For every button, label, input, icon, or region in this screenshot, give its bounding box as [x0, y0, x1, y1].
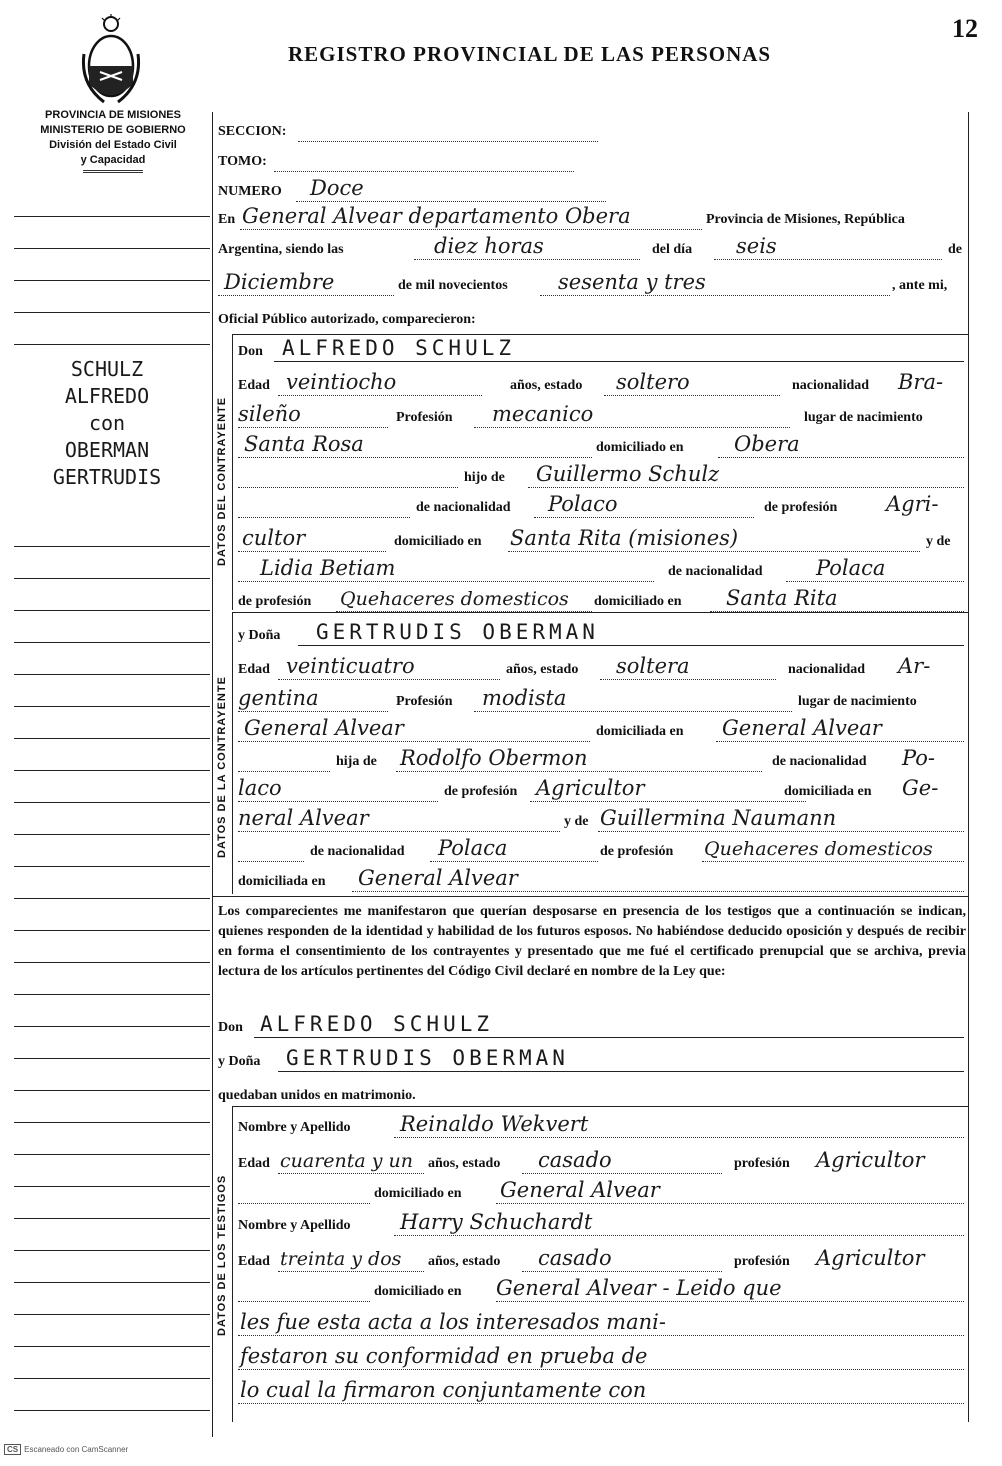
- contrayente-madre-row: [238, 554, 966, 582]
- testigo1-edad-label: Edad: [238, 1156, 270, 1171]
- madre-nac-label: de nacionalidad: [668, 564, 763, 579]
- declaracion-dona: GERTRUDIS OBERMAN: [286, 1046, 569, 1070]
- en-label: En: [218, 212, 236, 227]
- contrayenta-madre-dom: General Alvear: [358, 866, 518, 890]
- testigo1-profesion-label: profesión: [734, 1156, 790, 1171]
- tomo-label: TOMO:: [218, 154, 267, 169]
- argentina-coat-of-arms-icon: [80, 14, 142, 106]
- testigo2-profesion-label: profesión: [734, 1254, 790, 1269]
- testigos-box-left: [232, 1106, 233, 1422]
- contrayenta-padre-prof-row: [238, 774, 966, 802]
- contrayenta-padre-nac-a: Po-: [902, 746, 936, 770]
- contrayenta-domicilio: General Alvear: [722, 716, 882, 740]
- contrayenta-padre-row: [238, 744, 966, 772]
- contrayente-padre-nac: Polaco: [548, 492, 618, 516]
- testigo2-edad-label: Edad: [238, 1254, 270, 1269]
- camscanner-icon: CS: [4, 1444, 21, 1455]
- lugar-value: General Alvear departamento Obera: [242, 204, 631, 228]
- contrayenta-padre-nac-b: laco: [238, 776, 282, 800]
- contrayenta-y-de-label: y de: [564, 814, 589, 829]
- declaracion-don-row: [218, 1010, 966, 1038]
- de-nacionalidad-label: de nacionalidad: [416, 500, 511, 515]
- hija-label: hija de: [336, 754, 377, 769]
- hora-value: diez horas: [434, 234, 544, 258]
- testigo1-dom-row: [238, 1176, 966, 1204]
- contrayente-profesion-row: [238, 400, 966, 428]
- domiciliada-label: domiciliada en: [596, 724, 684, 739]
- declaracion-don: ALFREDO SCHULZ: [260, 1012, 494, 1036]
- contrayente-lugar-row: [238, 430, 966, 458]
- document-title: REGISTRO PROVINCIAL DE LAS PERSONAS: [288, 42, 772, 66]
- unidos-text: quedaban unidos en matrimonio.: [218, 1088, 416, 1103]
- contrayente-estado: soltero: [616, 370, 690, 394]
- contrayenta-padre-dom-b: neral Alvear: [238, 806, 369, 830]
- contrayente-madre-nac: Polaca: [816, 556, 886, 580]
- ante-label: , ante mi,: [892, 278, 948, 293]
- testigo1-estado: casado: [538, 1148, 612, 1172]
- testigo1-edad: cuarenta y un: [280, 1150, 414, 1172]
- contrayenta-nac-label: nacionalidad: [788, 662, 866, 677]
- contrayente-don-row: [238, 334, 966, 362]
- main-frame-left: [212, 112, 213, 1437]
- margin-line: GERTRUDIS: [52, 465, 162, 489]
- contrayenta-lugar-nac: General Alvear: [244, 716, 404, 740]
- contrayenta-domiciliada-en-label: domiciliada en: [784, 784, 872, 799]
- contrayente-padre-prof-b: cultor: [242, 526, 306, 550]
- contrayente-box-left: [232, 334, 233, 610]
- contrayenta-madre: Guillermina Naumann: [600, 806, 837, 830]
- testigos-side-label: DATOS DE LOS TESTIGOS: [216, 1174, 228, 1336]
- testigo1-domicilio: General Alvear: [500, 1178, 660, 1202]
- declaracion-don-label: Don: [218, 1020, 243, 1035]
- contrayente-padre-row: [238, 460, 966, 488]
- contrayenta-madre-dom-row: [238, 864, 966, 892]
- contrayenta-side-label: DATOS DE LA CONTRAYENTE: [216, 676, 228, 858]
- contrayenta-estado: soltera: [616, 654, 690, 678]
- issuer-line: PROVINCIA DE MISIONES: [45, 109, 181, 121]
- contrayente-padre-dom: Santa Rita (misiones): [510, 526, 739, 550]
- lugar-nacimiento-label: lugar de nacimiento: [804, 410, 923, 425]
- dona-label: y Doña: [238, 628, 281, 643]
- contrayenta-madre-nac-row: [238, 834, 966, 862]
- contrayente-edad: veintiocho: [286, 370, 397, 394]
- testigo2-estado-label: años, estado: [428, 1254, 501, 1269]
- unidos-row: [218, 1078, 966, 1106]
- testigo1-nombre-row: [238, 1110, 966, 1138]
- testigo2-domicilio: General Alvear - Leido que: [496, 1276, 782, 1300]
- domiciliado-label: domiciliado en: [596, 440, 684, 455]
- testigo2-edad-row: [238, 1244, 966, 1272]
- contrayenta-dona-row: [238, 618, 966, 646]
- domiciliado-en-label: domiciliado en: [394, 534, 482, 549]
- contrayente-domicilio: Obera: [734, 432, 800, 456]
- seccion-row: [218, 114, 968, 142]
- contrayenta-lugar-nac-label: lugar de nacimiento: [798, 694, 917, 709]
- issuer-underline: [83, 170, 143, 173]
- testigo2-edad: treinta y dos: [280, 1248, 402, 1270]
- cierre-row-1: [238, 1308, 966, 1336]
- del-dia-label: del día: [652, 242, 693, 257]
- seccion-label: SECCION:: [218, 124, 287, 139]
- contrayenta-madre-dom-label: domiciliada en: [238, 874, 326, 889]
- contrayenta-nacionalidad-a: Ar-: [898, 654, 931, 678]
- testigos-box-top: [232, 1106, 968, 1107]
- testigo2-nombre: Harry Schuchardt: [400, 1210, 593, 1234]
- contrayenta-padre: Rodolfo Obermon: [400, 746, 588, 770]
- contrayenta-profesion-label: Profesión: [396, 694, 453, 709]
- declaracion-dona-label: y Doña: [218, 1054, 261, 1069]
- page-number: 12: [952, 14, 978, 43]
- don-label: Don: [238, 344, 263, 359]
- declaracion-dona-row: [218, 1044, 966, 1072]
- madre-dom-label: domiciliado en: [594, 594, 682, 609]
- margin-line: ALFREDO: [64, 384, 150, 408]
- contrayente-madre-dom: Santa Rita: [726, 586, 838, 610]
- nacionalidad-label: nacionalidad: [792, 378, 870, 393]
- main-frame-right: [968, 112, 969, 1422]
- mil-label: de mil novecientos: [398, 278, 508, 293]
- contrayenta-madre-nac: Polaca: [438, 836, 508, 860]
- scanner-watermark: [4, 1444, 128, 1455]
- oficial-row: [218, 302, 968, 330]
- contrayenta-box-top: [232, 612, 968, 613]
- margin-line: con: [88, 411, 126, 435]
- estado-label: años, estado: [510, 378, 583, 393]
- testigo1-nombre: Reinaldo Wekvert: [400, 1112, 589, 1136]
- declaracion-text: Los comparecientes me manifestaron que querían desposarse en presencia de los testigos que a continuación se indican, quienes responden de la identidad y habilidad de los futuros esposos. No habiéndose deducido oposición y después de recibir en forma el consentimiento de los contrayentes y presentado que me fué el certificado prenupcial que se archiva, previa lectura de los artículos pertinentes del Código Civil declaré en nombre de la Ley que:: [218, 904, 966, 979]
- contrayenta-de-nac-label: de nacionalidad: [772, 754, 867, 769]
- contrayente-padre-prof-a: Agri-: [886, 492, 939, 516]
- contrayente-madre-prof: Quehaceres domesticos: [340, 588, 569, 610]
- contrayenta-profesion-row: [238, 684, 966, 712]
- contrayenta-edad: veinticuatro: [286, 654, 415, 678]
- de-profesion-label: de profesión: [764, 500, 838, 515]
- contrayenta-estado-label: años, estado: [506, 662, 579, 677]
- testigo1-dom-label: domiciliado en: [374, 1186, 462, 1201]
- edad-label: Edad: [238, 378, 270, 393]
- contrayente-padre: Guillermo Schulz: [536, 462, 720, 486]
- profesion-label: Profesión: [396, 410, 453, 425]
- testigo1-edad-row: [238, 1146, 966, 1174]
- margin-line: OBERMAN: [64, 438, 150, 462]
- contrayente-profesion: mecanico: [492, 402, 594, 426]
- contrayenta-nombre: GERTRUDIS OBERMAN: [316, 620, 599, 644]
- contrayente-padre-nac-row: [238, 490, 966, 518]
- numero-label: NUMERO: [218, 184, 282, 199]
- cierre-line-1: les fue esta acta a los interesados mani-: [240, 1310, 666, 1334]
- contrayenta-padre-prof: Agricultor: [536, 776, 645, 800]
- margin-line: SCHULZ: [70, 357, 144, 381]
- contrayente-padre-dom-row: [238, 524, 966, 552]
- issuer-line: MINISTERIO DE GOBIERNO: [40, 124, 186, 136]
- contrayenta-nacionalidad-b: gentina: [238, 686, 319, 710]
- tomo-row: [218, 144, 968, 172]
- contrayente-nacionalidad-b: sileño: [238, 402, 301, 426]
- cierre-line-2: festaron su conformidad en prueba de: [240, 1344, 648, 1368]
- contrayente-madre-prof-row: [238, 584, 966, 612]
- anio-value: sesenta y tres: [558, 270, 706, 294]
- contrayenta-madre-nac-label: de nacionalidad: [310, 844, 405, 859]
- cierre-row-2: [238, 1342, 966, 1370]
- testigo2-dom-row: [238, 1274, 966, 1302]
- de-label: de: [948, 242, 962, 257]
- contrayente-madre: Lidia Betiam: [260, 556, 396, 580]
- provincia-label: Provincia de Misiones, República: [706, 212, 905, 227]
- hijo-label: hijo de: [464, 470, 505, 485]
- contrayenta-box-left: [232, 612, 233, 894]
- contrayenta-profesion: modista: [482, 686, 567, 710]
- testigo1-estado-label: años, estado: [428, 1156, 501, 1171]
- fecha-row: [218, 268, 968, 296]
- numero-row: [218, 174, 968, 202]
- issuer-block: [18, 108, 208, 173]
- contrayente-nombre: ALFREDO SCHULZ: [282, 336, 516, 360]
- lugar-row: [218, 202, 968, 230]
- cierre-line-3: lo cual la firmaron conjuntamente con: [240, 1378, 647, 1402]
- testigo2-estado: casado: [538, 1246, 612, 1270]
- contrayenta-de-prof2-label: de profesión: [600, 844, 674, 859]
- argentina-label: Argentina, siendo las: [218, 242, 344, 257]
- mes-value: Diciembre: [224, 270, 335, 294]
- y-de-label: y de: [926, 534, 951, 549]
- testigo2-nombre-label: Nombre y Apellido: [238, 1218, 351, 1233]
- testigo1-nombre-label: Nombre y Apellido: [238, 1120, 351, 1135]
- contrayente-lugar-nac: Santa Rosa: [244, 432, 364, 456]
- contrayenta-madre-prof: Quehaceres domesticos: [704, 838, 933, 860]
- testigo2-nombre-row: [238, 1208, 966, 1236]
- contrayenta-padre-dom-a: Ge-: [902, 776, 939, 800]
- contrayenta-de-prof-label: de profesión: [444, 784, 518, 799]
- margin-annotation: [12, 356, 202, 491]
- contrayenta-edad-label: Edad: [238, 662, 270, 677]
- hora-row: [218, 232, 968, 260]
- dia-value: seis: [736, 234, 777, 258]
- numero-value: Doce: [310, 176, 364, 200]
- issuer-line: División del Estado Civil: [49, 139, 177, 151]
- contrayente-edad-row: [238, 368, 966, 396]
- contrayente-side-label: DATOS DEL CONTRAYENTE: [216, 396, 228, 566]
- testigo2-profesion: Agricultor: [816, 1246, 925, 1270]
- testigo2-dom-label: domiciliado en: [374, 1284, 462, 1299]
- madre-prof-label: de profesión: [238, 594, 312, 609]
- contrayenta-lugar-row: [238, 714, 966, 742]
- issuer-line: y Capacidad: [80, 154, 146, 166]
- contrayenta-padre-dom-row: [238, 804, 966, 832]
- scanner-text: Escaneado con CamScanner: [24, 1445, 129, 1454]
- cierre-row-3: [238, 1376, 966, 1404]
- contrayenta-edad-row: [238, 652, 966, 680]
- declaracion-top-rule: [212, 896, 968, 897]
- oficial-label: Oficial Público autorizado, comparecieron:: [218, 312, 476, 327]
- contrayente-nacionalidad-a: Bra-: [898, 370, 944, 394]
- testigo1-profesion: Agricultor: [816, 1148, 925, 1172]
